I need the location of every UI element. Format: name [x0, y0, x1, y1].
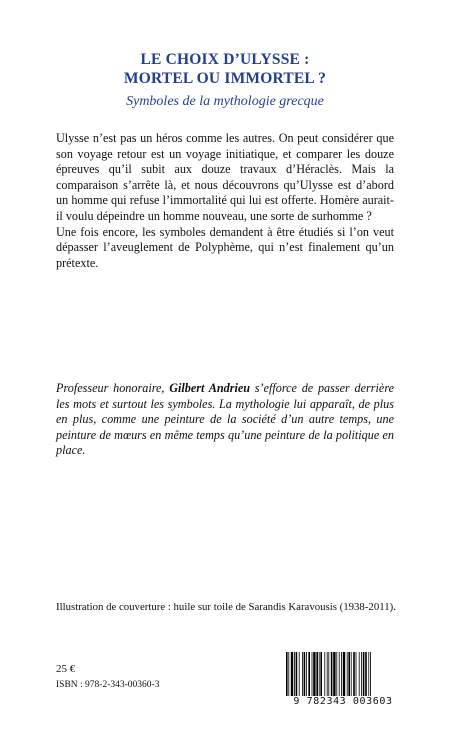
barcode-bar [320, 652, 322, 696]
barcode-bar [324, 652, 325, 696]
barcode-bar [347, 652, 348, 696]
summary-paragraph-1: Ulysse n’est pas un héros comme les autres. On peut considérer que son voyage retour est un voyage initiatique, et comparer les douze épreuves qu’il subit aux douze travaux d’Héraclès. Mais la comparaison s’arrête là, et nous découvrons qu’Ulysse est d’abord un homme qui refuse l’immortalité qui lui est offerte. Homère aurait-il voulu dépeindre un homme nouveau, une sorte de surhomme ? [56, 131, 394, 223]
barcode-bar [333, 652, 335, 696]
barcode-bar [348, 652, 350, 696]
barcode-bar [313, 652, 315, 696]
barcode-bar [302, 652, 303, 696]
barcode-bar [306, 652, 307, 696]
barcode-digits: 9 782343 003603 [284, 696, 402, 708]
book-title [0, 50, 450, 88]
barcode-bar [363, 652, 365, 696]
barcode-bar [296, 652, 298, 696]
author-name: Gilbert Andrieu [169, 381, 251, 395]
author-bio-paragraph [56, 381, 394, 459]
barcode-bar [370, 652, 371, 702]
barcode-bar [327, 652, 328, 696]
barcode-bar [365, 652, 367, 696]
barcode-bar [341, 652, 342, 696]
barcode-bar [316, 652, 318, 696]
barcode-bar [361, 652, 362, 696]
book-title-line-2: MORTEL OU IMMORTEL ? [123, 70, 327, 87]
book-subtitle: Symboles de la mythologie grecque [126, 94, 324, 109]
barcode-bar [331, 652, 333, 702]
author-bio-intro: Professeur honoraire, [56, 381, 165, 395]
barcode-bar [359, 652, 360, 696]
barcode-bar [368, 652, 369, 696]
barcode-bar [288, 652, 289, 702]
book-summary [56, 131, 394, 271]
barcode-bar [304, 652, 306, 696]
barcode-bar [328, 652, 329, 702]
barcode-bar [291, 652, 293, 696]
barcode-bar [312, 652, 313, 696]
isbn: ISBN : 978-2-343-00360-3 [56, 680, 160, 690]
author-bio [56, 381, 394, 459]
barcode-bar [286, 652, 288, 702]
barcode-bar [308, 652, 310, 696]
barcode-bar [356, 652, 357, 696]
barcode-bar [299, 652, 300, 696]
cover-illustration-credit: Illustration de couverture : huile sur toile de Sarandis Karavousis (1938-2011). [56, 601, 396, 613]
barcode-bar [343, 652, 345, 696]
price: 25 € [56, 663, 76, 675]
summary-paragraph-2: Une fois encore, les symboles demandent à être étudiés si l’on veut dépasser l’aveuglement de Polyphème, qui n’est finalement qu’un prétexte. [56, 224, 394, 270]
barcode-bar [353, 652, 355, 696]
barcode-bar [319, 652, 320, 696]
book-title-line-1: LE CHOIX D’ULYSSE : [140, 51, 310, 68]
barcode-bar [351, 652, 352, 696]
barcode-bar [294, 652, 295, 696]
barcode-bar [336, 652, 337, 696]
author-bio-text: s’efforce de passer derrière les mots et surtout les symboles. La mythologie lui apparaît, de plus en plus, comme une peinture de la société d’un autre temps, une peinture de mœurs en même temps qu’une peinture de la politique en place. [56, 381, 395, 458]
barcode-bar [339, 652, 340, 696]
